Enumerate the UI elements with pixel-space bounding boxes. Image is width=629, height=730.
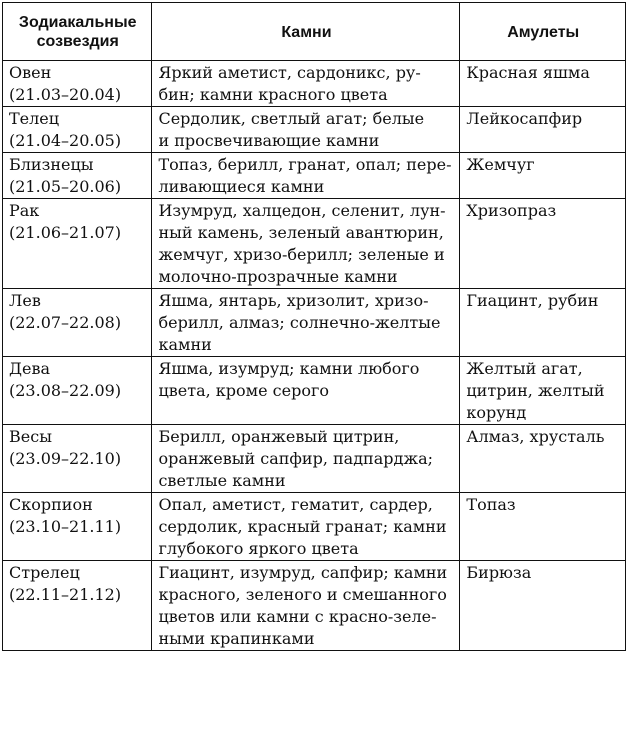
amulets-cell [460,561,626,651]
amulets-cell [460,425,626,493]
stones-line: камни [158,335,212,354]
table-row [3,425,626,493]
sign-name: Дева [9,359,51,378]
sign-dates: (21.05–20.06) [9,177,122,196]
amulets-line: Бирюза [466,563,532,582]
sign-name: Стрелец [9,563,80,582]
stones-line: ный камень, зеленый авантюрин, [158,223,444,242]
sign-name: Лев [9,291,41,310]
table-row [3,357,626,425]
zodiac-sign-cell [3,199,152,289]
table-row [3,153,626,199]
zodiac-stones-table [2,2,626,651]
zodiac-sign-cell [3,561,152,651]
table-row [3,107,626,153]
table-row [3,199,626,289]
zodiac-sign-cell [3,493,152,561]
stones-cell [152,199,460,289]
amulets-line: Красная яшма [466,63,590,82]
stones-cell [152,357,460,425]
zodiac-sign-cell [3,107,152,153]
amulets-line: Лейкосапфир [466,109,583,128]
amulets-line: Желтый агат, [466,359,583,378]
stones-line: глубокого яркого цвета [158,539,359,558]
sign-name: Близнецы [9,155,94,174]
zodiac-sign-cell [3,289,152,357]
stones-line: Опал, аметист, гематит, сардер, [158,495,433,514]
stones-line: ными крапинками [158,629,315,648]
sign-dates: (23.08–22.09) [9,381,122,400]
stones-line: цвета, кроме серого [158,381,329,400]
amulets-cell [460,153,626,199]
stones-line: берилл, алмаз; солнечно-желтые [158,313,441,332]
stones-line: и просвечивающие камни [158,131,380,150]
sign-dates: (22.07–22.08) [9,313,122,332]
stones-line: жемчуг, хризо-берилл; зеленые и [158,245,445,264]
stones-cell [152,561,460,651]
stones-cell [152,107,460,153]
header-amulets: Амулеты [460,3,626,61]
stones-cell [152,425,460,493]
amulets-line: Топаз [466,495,516,514]
stones-line: Берилл, оранжевый цитрин, [158,427,400,446]
stones-line: красного, зеленого и смешанного [158,585,447,604]
sign-name: Телец [9,109,60,128]
zodiac-sign-cell [3,425,152,493]
stones-line: светлые камни [158,471,286,490]
stones-line: Гиацинт, изумруд, сапфир; камни [158,563,448,582]
stones-line: цветов или камни с красно-зеле- [158,607,437,626]
sign-dates: (23.10–21.11) [9,517,122,536]
stones-line: бин; камни красного цвета [158,85,388,104]
amulets-line: Хризопраз [466,201,557,220]
sign-name: Весы [9,427,52,446]
amulets-cell [460,107,626,153]
amulets-line: корунд [466,403,527,422]
amulets-cell [460,289,626,357]
sign-dates: (21.06–21.07) [9,223,122,242]
amulets-line: цитрин, желтый [466,381,605,400]
header-row [3,3,626,61]
stones-cell [152,61,460,107]
amulets-cell [460,357,626,425]
header-zodiac-line1: Зодиакальные [18,14,137,31]
table-row [3,561,626,651]
stones-line: Яшма, янтарь, хризолит, хризо- [158,291,429,310]
table-row [3,289,626,357]
stones-line: Яркий аметист, сардоникс, ру- [158,63,421,82]
stones-cell [152,153,460,199]
amulets-cell [460,61,626,107]
sign-dates: (21.03–20.04) [9,85,122,104]
stones-line: оранжевый сапфир, падпарджа; [158,449,433,468]
stones-cell [152,493,460,561]
sign-name: Овен [9,63,52,82]
header-zodiac [3,3,152,61]
table-row [3,61,626,107]
zodiac-sign-cell [3,153,152,199]
amulets-line: Гиацинт, рубин [466,291,599,310]
stones-line: молочно-прозрачные камни [158,267,398,286]
sign-name: Скорпион [9,495,93,514]
stones-line: сердолик, красный гранат; камни [158,517,447,536]
stones-cell [152,289,460,357]
stones-line: ливающиеся камни [158,177,325,196]
header-zodiac-line2: созвездия [36,33,119,50]
stones-line: Топаз, берилл, гранат, опал; пере- [158,155,452,174]
amulets-line: Жемчуг [466,155,535,174]
zodiac-sign-cell [3,61,152,107]
stones-line: Сердолик, светлый агат; белые [158,109,425,128]
table-row [3,493,626,561]
sign-dates: (22.11–21.12) [9,585,122,604]
amulets-cell [460,199,626,289]
sign-dates: (21.04–20.05) [9,131,122,150]
stones-line: Изумруд, халцедон, селенит, лун- [158,201,446,220]
amulets-line: Алмаз, хрусталь [466,427,605,446]
amulets-cell [460,493,626,561]
sign-dates: (23.09–22.10) [9,449,122,468]
sign-name: Рак [9,201,40,220]
header-stones: Камни [152,3,460,61]
zodiac-sign-cell [3,357,152,425]
stones-line: Яшма, изумруд; камни любого [158,359,420,378]
